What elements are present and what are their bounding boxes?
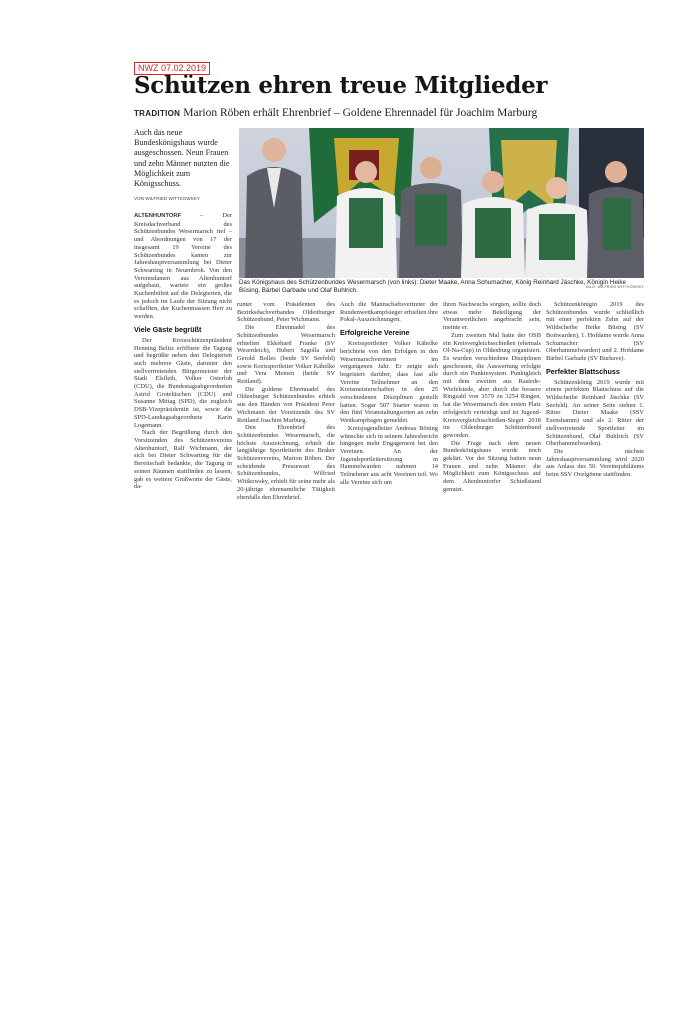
text-column-5 [546, 301, 644, 479]
kicker-text: Marion Röben erhält Ehrenbrief – Goldene Ehrennadel für Joachim Marburg [183, 107, 538, 119]
byline: VON WILFRIED WITTKOWSKY [134, 196, 200, 201]
paragraph: Die Ehrennadel des Schützenbundes Wesermarsch erhielten Ekkehard Franke (SV Weserdeich), Hubert Sagolla und Gerold Bolles (beide SV Seefeld) sowie Kreissportleiter Volker Kähelke und Vera Meinen (beide SV Reitland). [237, 324, 335, 386]
paragraph: Zum zweiten Mal hatte der OSB ein Kreisvergleichsschießen (ehemals Ol-Na-Cup) in Oldenburg organisiert. Es wurden verschiedene Disziplinen geschossen, die Auswertung erfolgte durch ein Punktesystem. Punktgleich mit dem zweiten aus Rastede-Wiefelstede, aber durch die bessere Ringzahl von 3579 zu 3254 Ringen, hat die Wesermarsch den ersten Platz erfolgreich verteidigt und ist Jugend-Kreisvergleichsschießen-Sieger 2018 im Oldenburger Schützenbund geworden. [443, 331, 541, 439]
text-column-4 [443, 301, 541, 494]
subheading-guests: Viele Gäste begrüßt [134, 324, 202, 334]
paragraph: Die goldene Ehrennadel des Oldenburger Schützenbundes erhielt aus den Händen von Präsident Peter Wichmann der Vorsitzende des SV Reitland Joachim Marburg. [237, 385, 335, 424]
paragraph: Nach der Begrüßung durch den Vorsitzenden des Schützenvereins Altenhuntorf, Ralf Wichmann, der sich bei Dieter Schwarting für die Bereitschaft bedankte, die Tagung in seinen Räumen stattfinden zu lassen, gab es weitere Grußworte der Gäste, da- [134, 429, 232, 491]
paragraph: Der Kreisschützenpräsident Henning Belitz eröffnete die Tagung und begrüßte neben den Delegierten auch mehrere Gäste, darunter den stellvertretenden Bürgermeister der Stadt Elsfleth, Volker Osterloh (CDU), die Bundestagsabgeordneten Astrid Grotelüschen (CDU) und Susanne Mittag (SPD), die zugleich DSB-Vizepräsidentin ist, sowie die SPD-Landtagsabgeordnete Karin Logemann. [134, 336, 232, 429]
paragraph: Kreissportleiter Volker Kähelke berichtete von den Erfolgen in den Wesermarschvereinen im vergangenen Jahr. Er zeigte sich begeistert darüber, dass fast alle Vereine Teilnehmer an den Kreismeisterschaften in den 25 verschiedenen Disziplinen gestellt hatten. Sogar 507 Starter waren in den fünf Veranstaltungsorten an zehn Wettkampftagen gemeldet. [340, 340, 438, 425]
subheading-clubs: Erfolgreiche Vereine [340, 328, 410, 338]
article-lead: Auch das neue Bundeskönigshaus wurde ausgeschossen. Neun Frauen und zehn Männer nutzten die Möglichkeit zum Königsschuss. [134, 128, 230, 189]
source-tag: NWZ 07.02.2019 [134, 62, 210, 75]
photo-illustration [239, 128, 644, 278]
paragraph: Kreisjugendleiter Andreas Böning wünschte sich in seinem Jahresbericht hingegen mehr Engagement bei den Vereinen. An der Jugendsportleitersitzung in Hammelwarden nahmen 14 Teilnehmer aus acht Vereinen teil. Wo alle Vereine sich um [340, 424, 438, 486]
paragraph: Die Frage nach dem neuen Bundeskönigshaus wurde noch geklärt. Vor der Sitzung hatten neun Frauen und zehn Männer die Möglichkeit zum Königsschuss auf dem Altenhuntorfer Schießstand genutzt. [443, 439, 541, 493]
paragraph: Die nächste Jahreshauptversammlung wird 2020 aus Anlass des 50. Vereinsjubiläums beim SSV Ovelgönne stattfinden. [546, 447, 644, 479]
paragraph: runter vom Präsidenten des Bezirksdachverbandes Oldenburger Schützenbund, Peter Wichmann. [237, 301, 335, 324]
paragraph: Schützenkönigin 2019 des Schützenbundes wurde schließlich mit einer perfekten Zehn auf der Wildscheibe Heike Büsing (SV Boitwarden), 1. Hofdame wurde Anna Schumacher (SV Oberhammelwarden) und 2. Hofdame Bärbel Garbade (SV Burhave). [546, 301, 644, 362]
paragraph: ALTENHUNTORF – Der Kreisdachverband des Schützenbundes Wesermarsch rief – und Abordnungen von 17 der insgesamt 19 Vereine des Schützenbundes kamen zur Jahreshauptversammlung bei Dieter Schwarting in Neuenbrok. Von den Vereinsdamen aus Altenhuntorf aufgebaut, wartete ein großes Kuchenbüfett auf die Delegierten, die es jedoch im Laufe der Sitzung nicht schafften, der Kuchenmassen Herr zu werden. [134, 212, 232, 321]
photo-credit: BILD: WILFRIED WITTKOWSKY [586, 285, 644, 289]
photo-caption: Das Königshaus des Schützenbundes Wesermarsch (von links): Dieter Maake, Anna Schumacher, König Reinhard Jäschke, Königin Heike Büsing, Bärbel Garbade und Olaf Buhlrich. [239, 279, 626, 294]
subheading-shot: Perfekter Blattschuss [546, 366, 620, 376]
paragraph: Auch die Mannschaftsvertreter der Rundenwettkampfsieger erhielten ihre Pokal-Auszeichnungen. [340, 301, 438, 324]
dateline: ALTENHUNTORF [134, 213, 182, 219]
group-photo [239, 128, 644, 278]
kicker-label: TRADITION [134, 109, 181, 118]
article-headline: Schützen ehren treue Mitglieder [134, 72, 548, 99]
text-column-2 [237, 301, 335, 501]
paragraph: ihren Nachwuchs sorgten, sollte doch etwas mehr Beteiligung der Verantwortlichen angebracht sein, meinte er. [443, 301, 541, 332]
text-column-3 [340, 301, 438, 486]
paragraph: Schützenkönig 2019 wurde mit einem perfekten Blattschuss auf die Wildscheibe Reinhard Jäschke (SV Seefeld). An seiner Seite stehen 1. Ritter Dieter Maake (SSV Esenshamm) und als 2. Ritter der stellvertretende Sportleiter im Schützenbund, Olaf Buhlrich (SV Oberhammelwarden). [546, 378, 644, 448]
text-column-1 [134, 212, 232, 491]
article-kicker [134, 106, 554, 121]
paragraph: Den Ehrenbrief des Schützenbundes Wesermarsch, die höchste Auszeichnung, erhielt die langjährige Sportleiterin des Braker Schützenvereins, Marion Röben. Der scheidende Pressewart des Schützenbundes, Wilfried Wittkowsky, erhielt für seine mehr als 20-jährige ehrenamtliche Tätigkeit ebenfalls den Ehrenbrief. [237, 424, 335, 501]
